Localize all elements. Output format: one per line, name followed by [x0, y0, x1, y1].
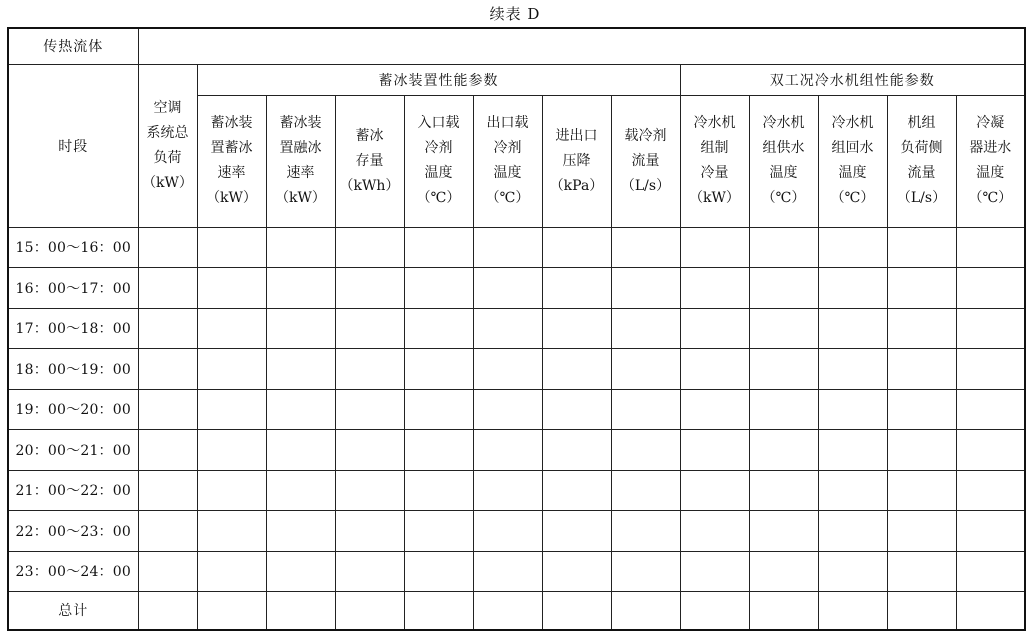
- table-cell[interactable]: [266, 592, 335, 630]
- table-cell[interactable]: [404, 430, 473, 471]
- table-cell[interactable]: [818, 551, 887, 592]
- table-cell[interactable]: [956, 511, 1025, 552]
- period-label: 时段: [8, 64, 138, 227]
- table-cell[interactable]: [138, 308, 197, 349]
- table-cell[interactable]: [611, 227, 680, 268]
- table-cell[interactable]: [473, 430, 542, 471]
- table-cell[interactable]: [542, 268, 611, 309]
- total-label: 总计: [8, 592, 138, 630]
- table-cell[interactable]: [956, 227, 1025, 268]
- table-cell[interactable]: [749, 308, 818, 349]
- table-cell[interactable]: [818, 308, 887, 349]
- table-row: [8, 430, 1025, 471]
- table-row: [8, 308, 1025, 349]
- table-cell[interactable]: [473, 470, 542, 511]
- table-cell[interactable]: [404, 592, 473, 630]
- table-cell[interactable]: [335, 551, 404, 592]
- table-cell[interactable]: [473, 511, 542, 552]
- table-cell[interactable]: [404, 389, 473, 430]
- table-cell[interactable]: [887, 470, 956, 511]
- table-cell[interactable]: [138, 592, 197, 630]
- table-cell[interactable]: [404, 308, 473, 349]
- table-cell[interactable]: [335, 389, 404, 430]
- col-header-pressure-drop: 进出口 压降 （kPa）: [542, 95, 611, 227]
- table-cell[interactable]: [404, 551, 473, 592]
- table-cell[interactable]: [818, 349, 887, 390]
- period-cell: 21：00～22：00: [8, 470, 138, 511]
- table-cell[interactable]: [473, 349, 542, 390]
- fluid-row: [8, 28, 1025, 64]
- table-cell[interactable]: [542, 227, 611, 268]
- table-cell[interactable]: [680, 470, 749, 511]
- table-cell[interactable]: [956, 268, 1025, 309]
- table-cell[interactable]: [266, 551, 335, 592]
- table-cell[interactable]: [335, 470, 404, 511]
- table-cell[interactable]: [611, 430, 680, 471]
- table-cell[interactable]: [404, 511, 473, 552]
- table-cell[interactable]: [266, 268, 335, 309]
- table-row: [8, 349, 1025, 390]
- table-cell[interactable]: [749, 227, 818, 268]
- table-cell[interactable]: [138, 430, 197, 471]
- col-header-return-temp: 冷水机 组回水 温度 （℃）: [818, 95, 887, 227]
- table-cell[interactable]: [749, 349, 818, 390]
- period-cell: 19：00～20：00: [8, 389, 138, 430]
- table-cell[interactable]: [197, 470, 266, 511]
- table-cell[interactable]: [197, 430, 266, 471]
- table-cell[interactable]: [818, 227, 887, 268]
- col-header-condenser-inlet-temp: 冷凝 器进水 温度 （℃）: [956, 95, 1025, 227]
- table-cell[interactable]: [197, 511, 266, 552]
- table-cell[interactable]: [266, 389, 335, 430]
- table-cell[interactable]: [956, 308, 1025, 349]
- col-header-chiller-capacity: 冷水机 组制 冷量 （kW）: [680, 95, 749, 227]
- table-cell[interactable]: [473, 551, 542, 592]
- table-cell[interactable]: [818, 592, 887, 630]
- table-cell[interactable]: [887, 592, 956, 630]
- table-row: [8, 551, 1025, 592]
- table-cell[interactable]: [335, 227, 404, 268]
- table-cell[interactable]: [197, 349, 266, 390]
- table-cell[interactable]: [887, 511, 956, 552]
- table-cell[interactable]: [542, 349, 611, 390]
- table-cell[interactable]: [542, 430, 611, 471]
- table-cell[interactable]: [542, 308, 611, 349]
- table-cell[interactable]: [818, 511, 887, 552]
- table-cell[interactable]: [680, 551, 749, 592]
- table-cell[interactable]: [887, 227, 956, 268]
- col-header-ice-melt-rate: 蓄冰装 置融冰 速率 （kW）: [266, 95, 335, 227]
- table-cell[interactable]: [818, 268, 887, 309]
- table-cell[interactable]: [749, 551, 818, 592]
- table-cell[interactable]: [749, 470, 818, 511]
- table-cell[interactable]: [473, 268, 542, 309]
- hvac-load-header: 空调 系统总 负荷 （kW）: [138, 64, 197, 227]
- table-cell[interactable]: [197, 268, 266, 309]
- table-cell[interactable]: [887, 430, 956, 471]
- period-cell: 20：00～21：00: [8, 430, 138, 471]
- table-cell[interactable]: [680, 389, 749, 430]
- table-cell[interactable]: [335, 349, 404, 390]
- table-cell[interactable]: [611, 389, 680, 430]
- table-cell[interactable]: [611, 308, 680, 349]
- table-cell[interactable]: [680, 227, 749, 268]
- col-header-load-side-flow: 机组 负荷侧 流量 （L/s）: [887, 95, 956, 227]
- group-header-row: [8, 64, 1025, 95]
- table-cell[interactable]: [404, 470, 473, 511]
- transfer-fluid-label: 传热流体: [8, 28, 138, 64]
- table-cell[interactable]: [611, 349, 680, 390]
- table-cell[interactable]: [611, 511, 680, 552]
- table-cell[interactable]: [266, 349, 335, 390]
- table-cell[interactable]: [335, 511, 404, 552]
- table-cell[interactable]: [749, 430, 818, 471]
- table-cell[interactable]: [680, 349, 749, 390]
- table-row: [8, 389, 1025, 430]
- table-cell[interactable]: [266, 227, 335, 268]
- table-row: [8, 470, 1025, 511]
- period-cell: 17：00～18：00: [8, 308, 138, 349]
- table-cell[interactable]: [404, 227, 473, 268]
- table-cell[interactable]: [680, 511, 749, 552]
- table-cell[interactable]: [887, 551, 956, 592]
- table-cell[interactable]: [266, 308, 335, 349]
- table-cell[interactable]: [749, 511, 818, 552]
- table-cell[interactable]: [887, 268, 956, 309]
- table-cell[interactable]: [138, 551, 197, 592]
- table-cell[interactable]: [197, 389, 266, 430]
- table-cell[interactable]: [887, 349, 956, 390]
- table-cell[interactable]: [956, 430, 1025, 471]
- table-cell[interactable]: [197, 551, 266, 592]
- table-cell[interactable]: [138, 227, 197, 268]
- transfer-fluid-value[interactable]: [138, 28, 1025, 64]
- table-cell[interactable]: [956, 389, 1025, 430]
- table-cell[interactable]: [956, 349, 1025, 390]
- table-cell[interactable]: [473, 592, 542, 630]
- table-cell[interactable]: [473, 308, 542, 349]
- table-cell[interactable]: [266, 511, 335, 552]
- table-cell[interactable]: [335, 592, 404, 630]
- table-cell[interactable]: [335, 430, 404, 471]
- table-cell[interactable]: [138, 389, 197, 430]
- table-cell[interactable]: [611, 268, 680, 309]
- table-cell[interactable]: [749, 268, 818, 309]
- table-cell[interactable]: [542, 511, 611, 552]
- table-cell[interactable]: [680, 268, 749, 309]
- table-cell[interactable]: [887, 389, 956, 430]
- table-cell[interactable]: [197, 592, 266, 630]
- table-cell[interactable]: [749, 592, 818, 630]
- performance-table: [7, 27, 1026, 631]
- chiller-group-header: 双工况冷水机组性能参数: [680, 64, 1025, 95]
- table-cell[interactable]: [680, 308, 749, 349]
- table-cell[interactable]: [473, 227, 542, 268]
- data-rows: [8, 227, 1025, 592]
- total-row: [8, 592, 1025, 630]
- table-row: [8, 511, 1025, 552]
- table-cell[interactable]: [542, 389, 611, 430]
- table-cell[interactable]: [138, 349, 197, 390]
- table-cell[interactable]: [266, 470, 335, 511]
- table-cell[interactable]: [473, 389, 542, 430]
- table-title: 续表 D: [489, 5, 541, 23]
- table-cell[interactable]: [818, 430, 887, 471]
- table-cell[interactable]: [335, 308, 404, 349]
- table-cell[interactable]: [611, 551, 680, 592]
- period-cell: 18：00～19：00: [8, 349, 138, 390]
- col-header-ice-inventory: 蓄冰 存量 （kWh）: [335, 95, 404, 227]
- table-cell[interactable]: [335, 268, 404, 309]
- table-cell[interactable]: [956, 551, 1025, 592]
- table-cell[interactable]: [956, 470, 1025, 511]
- period-cell: 22：00～23：00: [8, 511, 138, 552]
- col-header-outlet-temp: 出口载 冷剂 温度 （℃）: [473, 95, 542, 227]
- table-cell[interactable]: [266, 430, 335, 471]
- col-header-supply-temp: 冷水机 组供水 温度 （℃）: [749, 95, 818, 227]
- table-cell[interactable]: [611, 592, 680, 630]
- table-row: [8, 268, 1025, 309]
- table-cell[interactable]: [956, 592, 1025, 630]
- table-cell[interactable]: [197, 227, 266, 268]
- table-cell[interactable]: [138, 268, 197, 309]
- table-cell[interactable]: [197, 308, 266, 349]
- table-cell[interactable]: [818, 389, 887, 430]
- col-header-ice-charge-rate: 蓄冰装 置蓄冰 速率 （kW）: [197, 95, 266, 227]
- table-cell[interactable]: [138, 470, 197, 511]
- table-cell[interactable]: [818, 470, 887, 511]
- period-cell: 23：00～24：00: [8, 551, 138, 592]
- col-header-inlet-temp: 入口载 冷剂 温度 （℃）: [404, 95, 473, 227]
- table-cell[interactable]: [404, 349, 473, 390]
- table-row: [8, 227, 1025, 268]
- table-cell[interactable]: [542, 592, 611, 630]
- table-cell[interactable]: [680, 592, 749, 630]
- table-cell[interactable]: [542, 470, 611, 511]
- table-cell[interactable]: [887, 308, 956, 349]
- table-cell[interactable]: [611, 470, 680, 511]
- table-cell[interactable]: [542, 551, 611, 592]
- ice-storage-group-header: 蓄冰装置性能参数: [197, 64, 680, 95]
- table-cell[interactable]: [138, 511, 197, 552]
- table-cell[interactable]: [404, 268, 473, 309]
- table-cell[interactable]: [680, 430, 749, 471]
- period-cell: 15：00～16：00: [8, 227, 138, 268]
- table-cell[interactable]: [749, 389, 818, 430]
- period-cell: 16：00～17：00: [8, 268, 138, 309]
- col-header-coolant-flow: 载冷剂 流量 （L/s）: [611, 95, 680, 227]
